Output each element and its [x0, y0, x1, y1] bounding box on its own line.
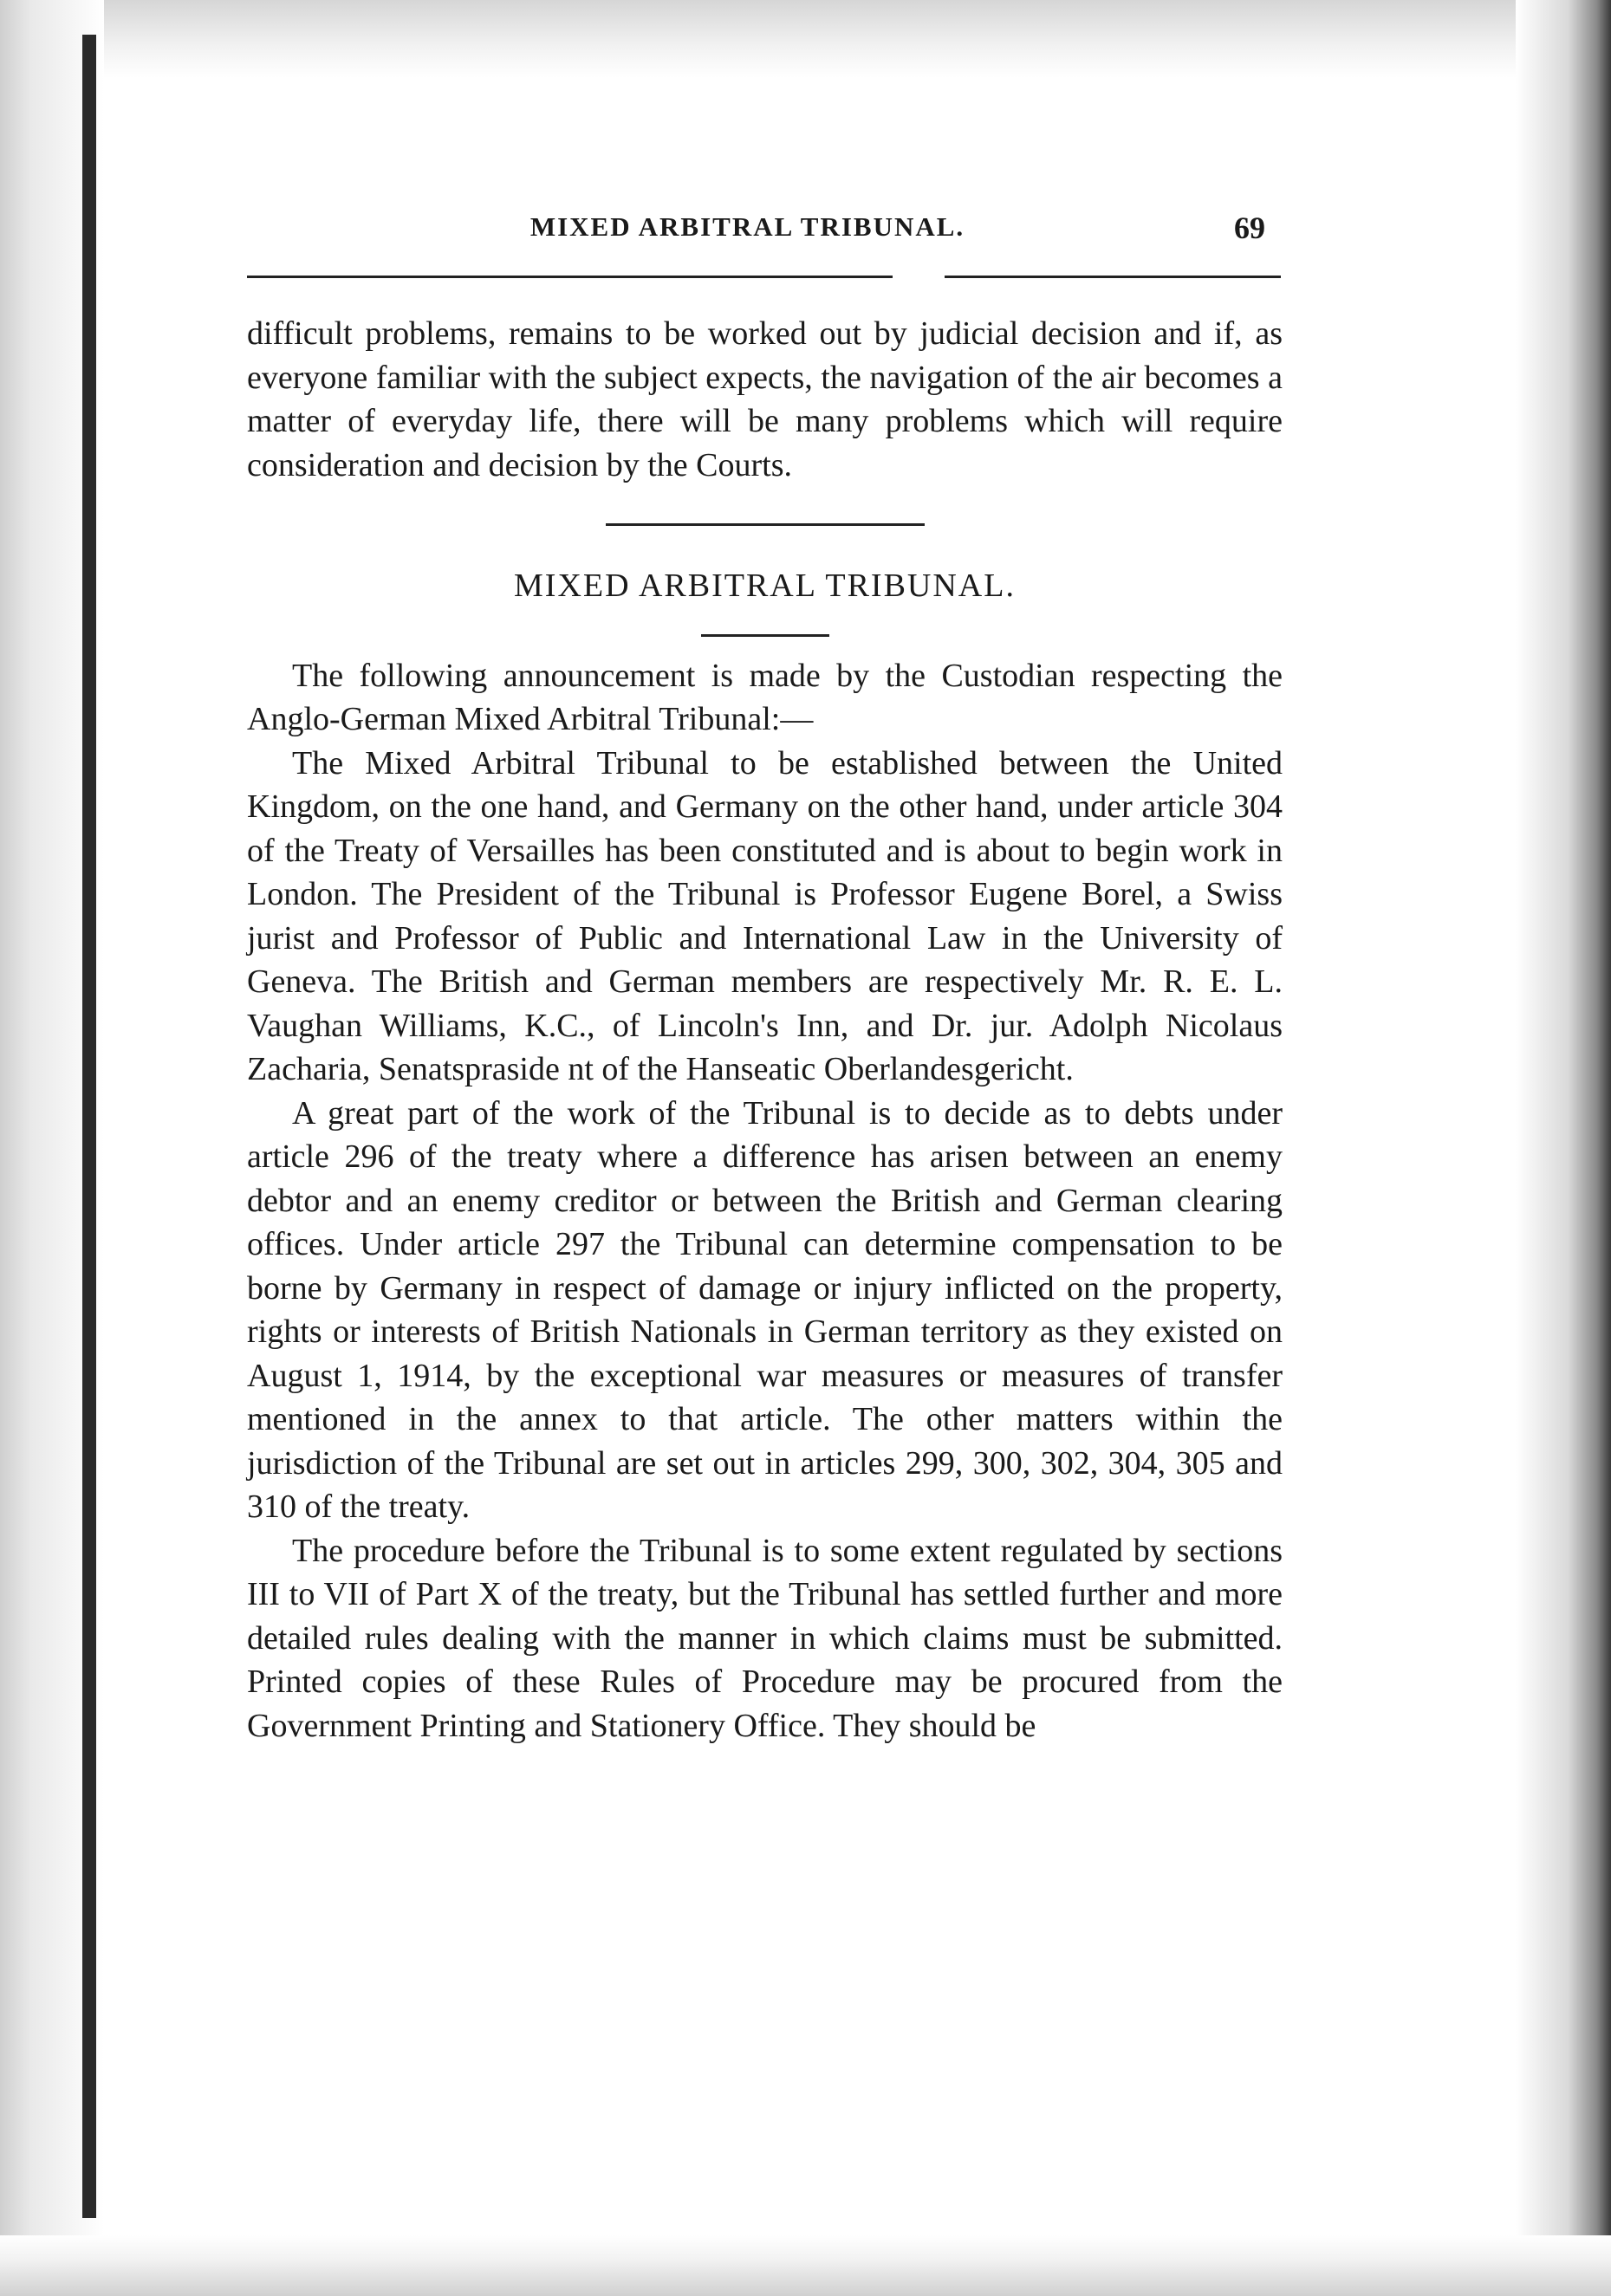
paragraph-announcement: The following announcement is made by the Custodian respecting the Anglo-German Mixed Arbitral Tribunal:— [247, 657, 1283, 737]
scan-bottom-edge [0, 2235, 1611, 2296]
header-rule-left [247, 276, 893, 278]
paragraph-continued: difficult problems, remains to be worked out by judicial decision and if, as everyone familiar with the subject expects, the navigation of the air becomes a matter of everyday life, there will be many problems which will require consideration and decision by the Courts. [247, 315, 1283, 483]
running-head [247, 199, 1283, 251]
book-page [247, 199, 1283, 1744]
running-head-title: MIXED ARBITRAL TRIBUNAL. [529, 211, 965, 242]
scan-right-edge [1516, 0, 1611, 2296]
paragraph-procedure: The procedure before the Tribunal is to some extent regulated by sections III to VII of Part X of the treaty, but the Tribunal has settled further and more detailed rules dealing with the manner in which claims must be submitted. Printed copies of these Rules of Procedure may be procured from the Government Printing and Stationery Office. They should be [247, 1532, 1283, 1744]
paragraph-constitution: The Mixed Arbitral Tribunal to be established between the United Kingdom, on the one hand, and Germany on the other hand, under article 304 of the Treaty of Versailles has been constituted and is about to begin work in London. The President of the Tribunal is Professor Eugene Borel, a Swiss jurist and Professor of Public and International Law in the University of Geneva. The British and German members are respectively Mr. R. E. L. Vaughan Williams, K.C., of Lincoln's Inn, and Dr. jur. Adolph Nicolaus Zacharia, Senatspraside nt of the Hanseatic Oberlandesgericht. [247, 744, 1283, 1087]
header-rule-right [945, 276, 1281, 278]
heading-underrule [701, 634, 829, 637]
binding-shadow [82, 35, 96, 2218]
page-number: 69 [1234, 211, 1265, 245]
section-divider-rule [606, 523, 925, 526]
section-heading: MIXED ARBITRAL TRIBUNAL. [514, 568, 1016, 604]
paragraph-jurisdiction: A great part of the work of the Tribunal is to decide as to debts under article 296 of the treaty where a difference has arisen between an enemy debtor and an enemy creditor or between the British and German clearing offices. Under article 297 the Tribunal can determine compensation to be borne by Germany in respect of damage or injury inflicted on the property, rights or interests of British Nationals in German territory as they existed on August 1, 1914, by the exceptional war measures or measures of transfer mentioned in the annex to that article. The other matters within the jurisdiction of the Tribunal are set out in articles 299, 300, 302, 304, 305 and 310 of the treaty. [247, 1094, 1283, 1525]
scan-top-edge [0, 0, 1611, 78]
body-text [247, 312, 1283, 1748]
